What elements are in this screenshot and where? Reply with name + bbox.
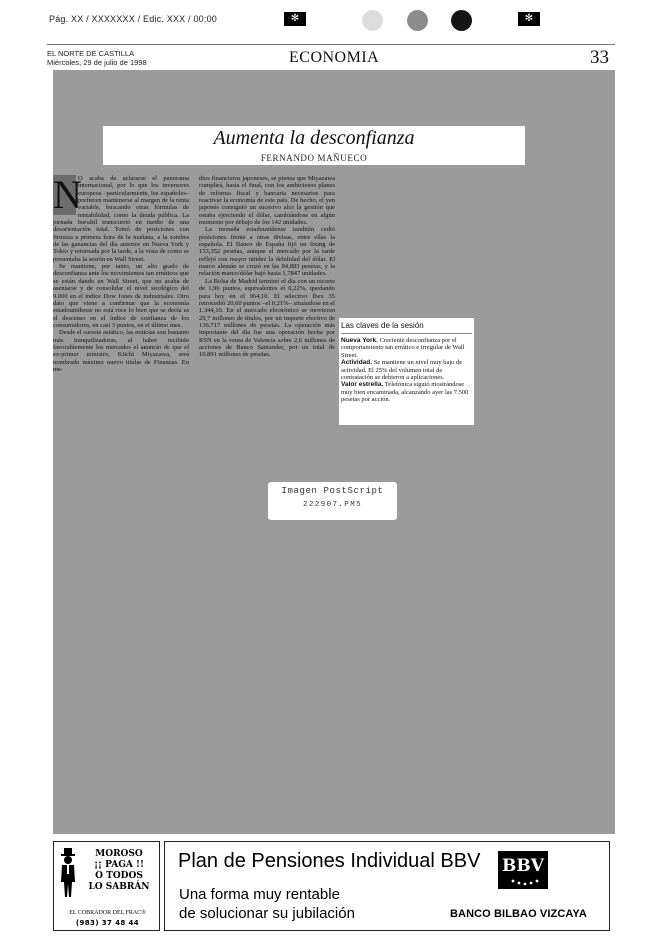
sidebar-item-text: Telefónica siguió mostrándose muy bien encaminada, alcanzando ayer las 7.500 pesetas por acción.: [341, 381, 469, 404]
folio-paper-info: [47, 49, 147, 67]
sidebar-box: [339, 318, 474, 425]
sidebar-item-key: Nueva York.: [341, 337, 378, 344]
ad-debt-collector-phone: (983) 37 48 44: [75, 919, 140, 927]
ad-debt-collector-brand: EL COBRADOR DEL FRAC®: [69, 910, 146, 916]
ad-bbv-tagline: Una forma muy rentable: [179, 886, 340, 903]
headline-box: [103, 126, 525, 165]
sidebar-item: [341, 381, 472, 403]
ad-debt-collector-slogan: [80, 849, 158, 893]
bbv-logo-text: BBV: [502, 856, 544, 876]
sidebar-title: Las claves de la sesión: [341, 320, 472, 334]
registration-mark-icon: ✻: [518, 12, 540, 26]
article-paragraph: dios financieros japoneses, se piensa que Miyazawa cumplirá, hasta el final, con los ambiciosos planes de reforma fiscal y bancaria necesarios para reactivar la economía de este país. De hecho, el yen japonés consiguió un sucesivo alce la gestión que estaba ejerciendo el dólar, cambiándose en algún momento por debajo de los 142 unidades.: [199, 175, 335, 227]
folio-rule: [47, 44, 615, 45]
print-slug: Pág. XX / XXXXXXX / Edic. XXX / 00:00: [49, 14, 217, 24]
ad-bbv-tagline: de solucionar su jubilación: [179, 905, 355, 922]
article-paragraph: Desde el sureste asiático, las noticias son bastante más tranquilizadoras, al haber recibido favorablemente los mercados el anuncio de que el ex-primer ministro, Kiichi Miyazawa, será nombrado máximo nuevo titular de Finanzas. En me-: [53, 329, 189, 373]
article-column-2: [199, 175, 335, 425]
sidebar-item-text: Se mantiene un nivel muy bajo de actividad. El 25% del volumen total de contratación se debieron a aplicaciones.: [341, 359, 463, 382]
article-paragraph: O acaba de aclararse el panorama internacional, por lo que los inversores europeos –particularmente, los españoles– prefieren mantenerse al margen de la renta variable, buscando otras fórmulas de rentabilidad, como la deuda pública. La jornada bursátil transcurrió en medio de una desorientación total. Tomó de posiciones con firmeza a primera hora de la mañana, a la sombra de las ganancias del día anterior en Nueva York y Tokio y retornada por la tarde, a la vista de como se presentaba la sesión en Wall Street.: [53, 175, 189, 263]
sidebar-item-key: Actividad.: [341, 359, 373, 367]
postscript-code: 222907.PM5: [302, 501, 362, 509]
section-name: ECONOMIA: [289, 49, 380, 66]
article-body: [53, 172, 341, 425]
page-content-area: [53, 70, 615, 834]
article-paragraph: Se mantiene, por tanto, un alto grado de desconfianza ante los movimientos tan erráticos que se están dando en Wall Street, que no acaba de asentarse y de consolidar el nivel sicológico del 9.000 en el índice Dow Jones de industriales. Otro dato que viene a confirmar que la economía estadounidense no está roce lo bien que se decía es el descenso en el índice de confianza de los consumidores, en casi 3 puntos, en el último mes.: [53, 263, 189, 329]
color-swatch-dark: [451, 10, 472, 31]
sidebar-item-key: Valor estrella.: [341, 381, 384, 389]
ad-bbv-pension: [164, 841, 610, 931]
article-headline: Aumenta la desconfianza: [213, 127, 415, 149]
drop-cap: N: [53, 172, 82, 217]
color-swatch-mid: [407, 10, 428, 31]
ad-slogan-line: O TODOS: [95, 871, 143, 881]
sidebar-item: [341, 337, 472, 359]
color-swatch-light: [362, 10, 383, 31]
ad-slogan-line: LO SABRÁN: [88, 882, 150, 892]
sidebar-item: [341, 359, 472, 381]
issue-date: Miércoles, 29 de julio de 1998: [47, 58, 147, 67]
ad-debt-collector: [53, 841, 160, 931]
postscript-label: Imagen PostScript: [281, 486, 384, 496]
article-paragraph: La moneda estadounidense también cedió posiciones frente a otras divisas, entre ellas la española. El Banco de España fijó un fixing de 153,352 pesetas, aunque el mercado por la tarde reflejó con mayor nitidez la debilidad del dólar. El marco alemán se cruzó en las 84,883 pesetas, y la relación marco/dólar bajó hasta 1,7847 unidades.: [199, 226, 335, 278]
article-byline: FERNANDO MAÑUECO: [260, 153, 368, 163]
article-column-1: [53, 172, 189, 425]
registration-mark-icon: ✻: [284, 12, 306, 26]
sidebar-item-text: Creciente desconfianza por el comportamiento tan errático e irregular de Wall Street.: [341, 337, 465, 359]
page-number: 33: [590, 47, 609, 68]
newspaper-name: EL NORTE DE CASTILLA: [47, 49, 135, 58]
top-hat-man-icon: [58, 848, 78, 898]
ad-slogan-line: MOROSO: [95, 849, 143, 859]
ad-bbv-title: Plan de Pensiones Individual BBV: [178, 850, 481, 872]
ad-bbv-bank-name: BANCO BILBAO VIZCAYA: [450, 908, 587, 920]
postscript-placeholder: [268, 482, 397, 520]
bbv-logo-icon: [498, 851, 548, 889]
article-paragraph: La Bolsa de Madrid terminó el día con un recorte de 1,96 puntos, equivalentes el 0,22%, quedando para hoy en el 964,10. El selectivo Ibex 35 retrocedió 20,60 puntos –el 0,21%– situándose en el 1.344,10. En el mercado electrónico se movieron 29,7 millones de títulos, por un importe efectivo de 136.717 millones de pesetas. La operación más importante del día fue una operación hecha por RSN en la venta de Valencia sobre 2,6 millones de acciones de Banco Santander, por un total de 10.891 millones de pesetas.: [199, 277, 335, 359]
ad-slogan-line: ¡¡ PAGA !!: [94, 860, 144, 870]
